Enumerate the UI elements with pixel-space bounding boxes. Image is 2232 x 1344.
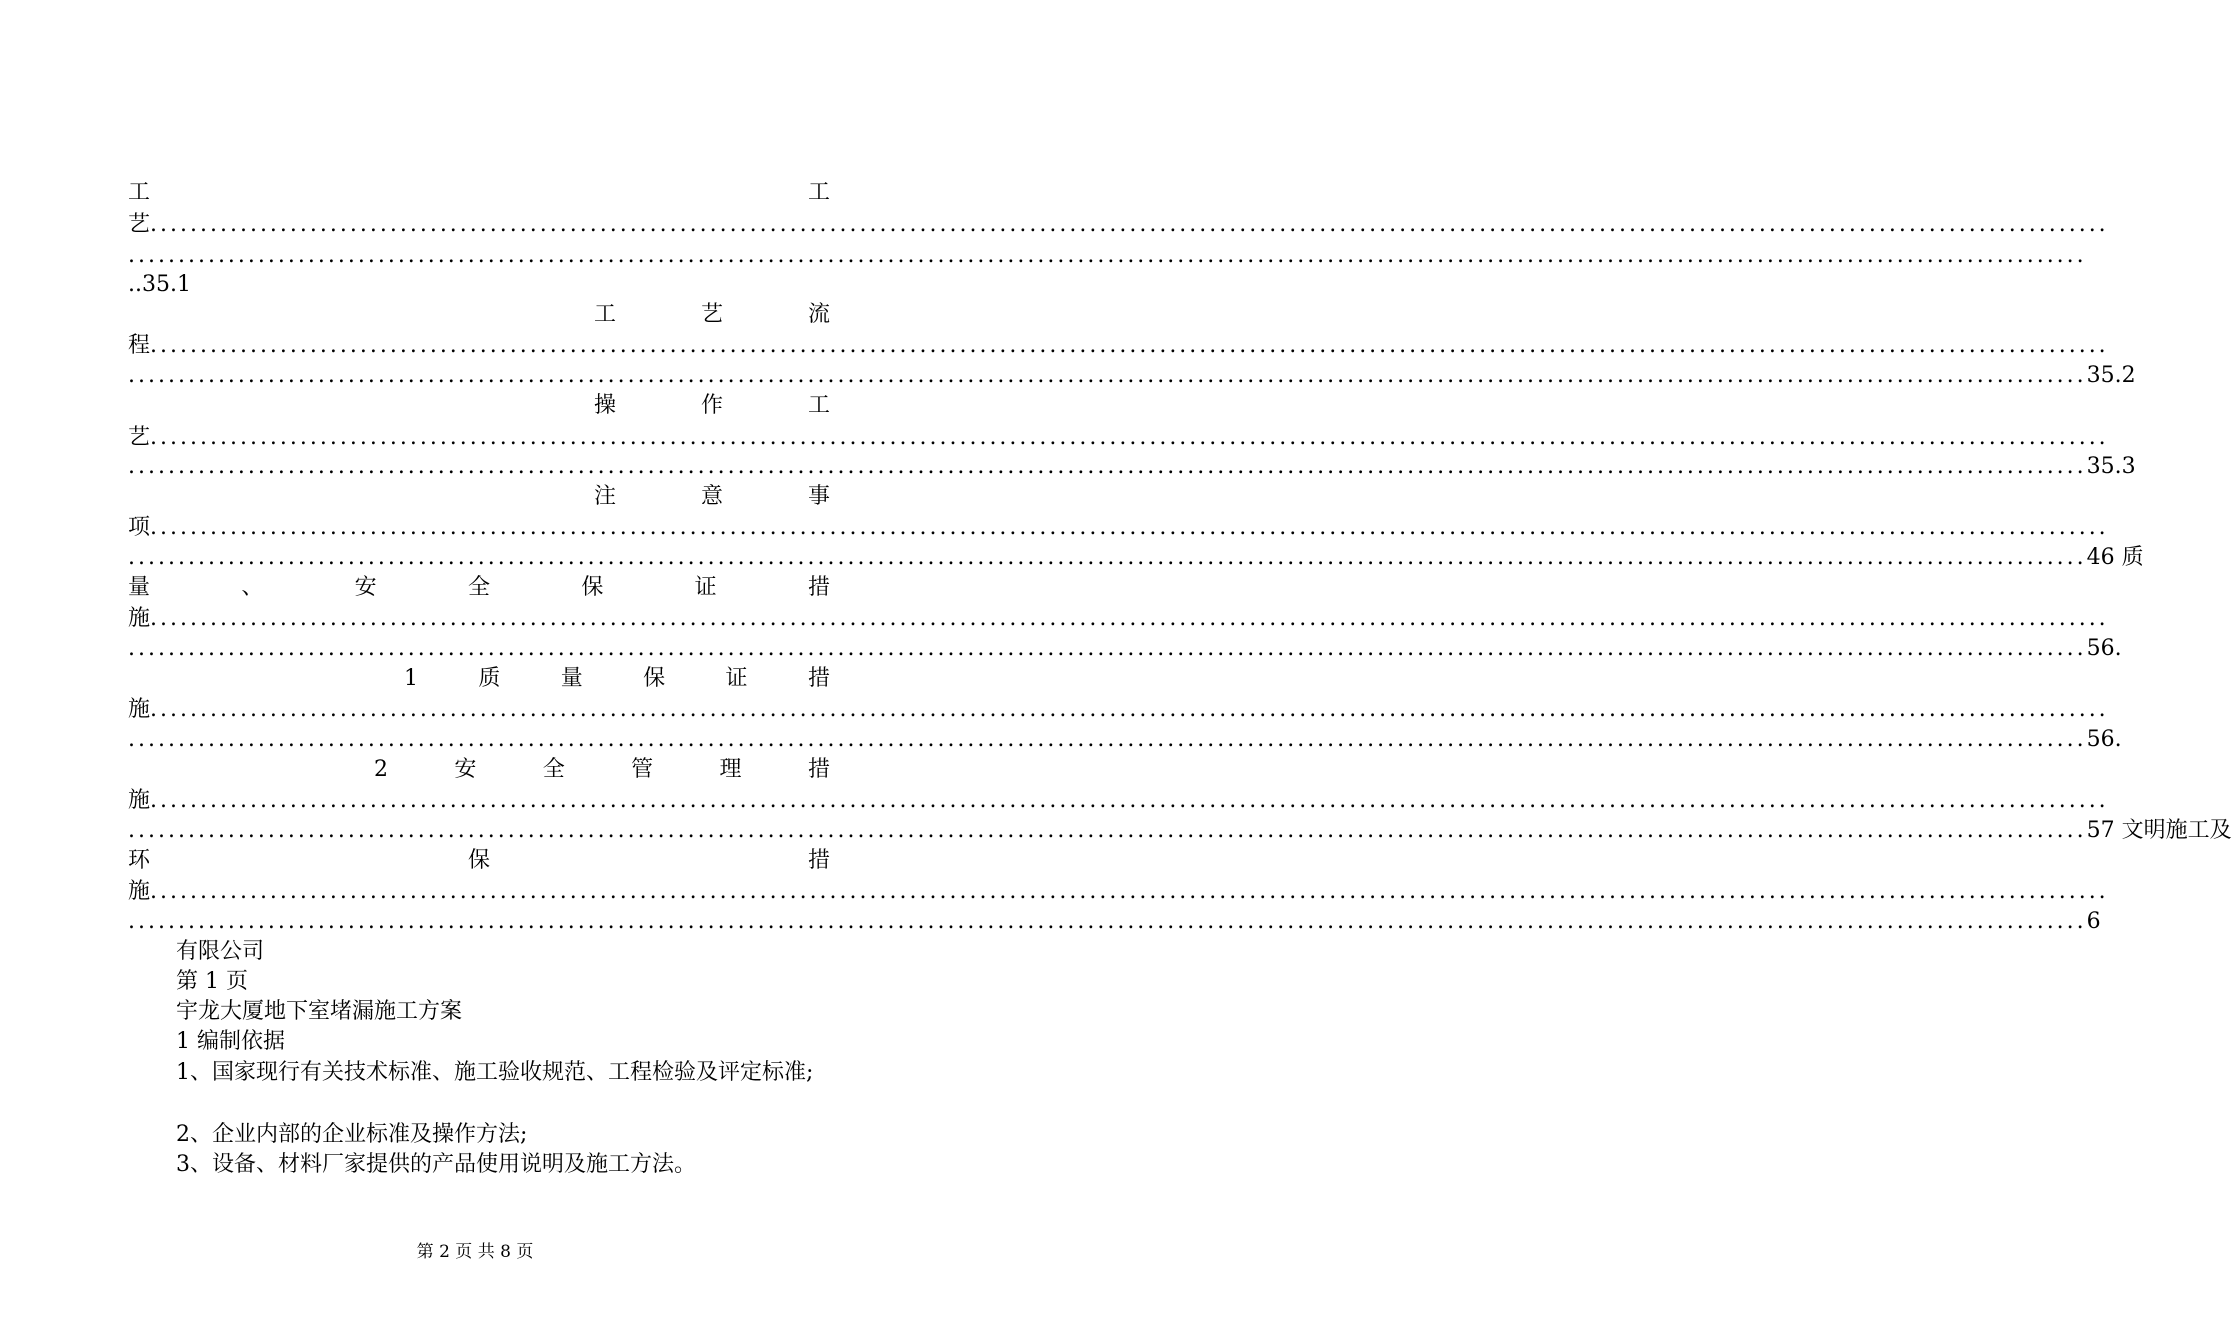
toc-word: 2 <box>374 757 388 782</box>
toc-leader-group <box>128 907 2101 937</box>
toc-word: 程 <box>128 333 151 358</box>
toc-dot-leader <box>128 816 2087 846</box>
toc-word: 工 <box>807 393 830 418</box>
toc-word: 施 <box>128 879 151 904</box>
toc-words-group <box>404 664 830 694</box>
toc-words-group <box>594 300 830 330</box>
page-label: 第 1 页 <box>176 969 248 994</box>
toc-word: 工 <box>594 302 617 327</box>
toc-word: 施 <box>128 788 151 813</box>
toc-line-caozuo-head <box>128 391 830 421</box>
toc-line-gongyi-dots <box>128 210 830 240</box>
toc-dot-leader <box>128 634 2087 664</box>
toc-dot-leader <box>150 786 2109 816</box>
toc-word: 措 <box>807 575 830 600</box>
toc-dot-leader <box>150 695 2109 725</box>
toc-word: 证 <box>725 666 748 691</box>
list-item-1: 1、国家现行有关技术标准、施工验收规范、工程检验及评定标准; <box>176 1060 814 1085</box>
toc-word: 措 <box>807 666 830 691</box>
toc-word: 环 <box>128 848 151 873</box>
toc-dot-leader <box>128 361 2087 391</box>
toc-page-number: 35.2 <box>2086 363 2136 388</box>
toc-word: 流 <box>807 302 830 327</box>
toc-page-number: 6 <box>2086 909 2101 934</box>
toc-word: 量 <box>128 575 151 600</box>
toc-dot-leader <box>128 543 2087 573</box>
toc-word: 施 <box>128 697 151 722</box>
toc-line-huanbao-num <box>128 907 2101 937</box>
toc-leader-group <box>128 725 2122 755</box>
toc-word: 艺 <box>700 302 723 327</box>
toc-line-caozuo-dots <box>128 423 830 453</box>
toc-word: 操 <box>594 393 617 418</box>
toc-words-group <box>594 391 830 421</box>
toc-word: 艺 <box>128 212 151 237</box>
toc-line-liucheng-head <box>128 300 830 330</box>
toc-word: 全 <box>467 575 490 600</box>
toc-words-group <box>374 755 830 785</box>
toc-word: 安 <box>454 757 477 782</box>
toc-dot-leader <box>150 423 2109 453</box>
toc-word: 措 <box>807 757 830 782</box>
toc-word: 保 <box>581 575 604 600</box>
toc-line-liucheng-num <box>128 361 2136 391</box>
toc-line-caozuo-num <box>128 452 2136 482</box>
toc-dot-leader <box>128 907 2087 937</box>
toc-word: 项 <box>128 515 151 540</box>
toc-line-aqgl-num <box>128 816 2232 846</box>
toc-page-number: ..35.1 <box>128 272 191 297</box>
toc-page-number: 35.3 <box>2086 454 2136 479</box>
list-item-3: 3、设备、材料厂家提供的产品使用说明及施工方法。 <box>176 1152 696 1177</box>
toc-line-zhuyi-head <box>128 482 830 512</box>
toc-words-group <box>594 482 830 512</box>
toc-word: 全 <box>542 757 565 782</box>
toc-word: 保 <box>643 666 666 691</box>
toc-dot-leader <box>150 513 2109 543</box>
toc-page-number: 56. <box>2086 727 2122 752</box>
toc-dot-leader <box>128 241 2087 271</box>
toc-word: 、 <box>241 575 264 600</box>
toc-word: 1 <box>404 666 418 691</box>
toc-page-number: 57 文明施工及 <box>2086 818 2232 843</box>
toc-dot-leader <box>150 331 2109 361</box>
toc-word: 管 <box>631 757 654 782</box>
page-footer: 第 2 页 共 8 页 <box>416 1242 534 1262</box>
toc-word: 作 <box>700 393 723 418</box>
toc-line-zhuyi-dots <box>128 513 830 543</box>
toc-line-dots <box>128 241 830 271</box>
toc-line-zlbz-num <box>128 725 2122 755</box>
company-line: 有限公司 <box>176 939 265 964</box>
toc-line-gongyi-num <box>128 270 830 300</box>
toc-line-zhiliang-num <box>128 634 2122 664</box>
toc-line-huanbao-dots <box>128 877 830 907</box>
toc-word: 理 <box>719 757 742 782</box>
toc-word: 措 <box>807 848 830 873</box>
toc-dot-leader <box>150 877 2109 907</box>
toc-line-zhiliang-dots <box>128 604 830 634</box>
toc-line-aqgl-dots <box>128 786 830 816</box>
toc-word: 注 <box>594 484 617 509</box>
toc-line-zhuyi-num <box>128 543 2144 573</box>
toc-line-zlbz-head <box>128 664 830 694</box>
toc-word: 保 <box>468 848 491 873</box>
toc-line-huanbao-head <box>128 846 830 876</box>
toc-word: 事 <box>807 484 830 509</box>
toc-line-zhiliang-head <box>128 573 830 603</box>
toc-word: 安 <box>354 575 377 600</box>
toc-dot-leader <box>128 452 2087 482</box>
toc-word: 工 <box>807 180 830 205</box>
document-title: 宇龙大厦地下室堵漏施工方案 <box>176 999 463 1024</box>
toc-word: 施 <box>128 606 151 631</box>
toc-dot-leader <box>128 725 2087 755</box>
toc-word: 意 <box>700 484 723 509</box>
toc-word: 量 <box>560 666 583 691</box>
toc-line-gongyi-head <box>128 178 830 208</box>
toc-dot-leader <box>150 604 2109 634</box>
toc-word: 证 <box>694 575 717 600</box>
section-heading: 1 编制依据 <box>176 1029 285 1054</box>
toc-word: 艺 <box>128 425 151 450</box>
toc-line-aqgl-head <box>128 755 830 785</box>
toc-word: 质 <box>478 666 501 691</box>
toc-page-number: 46 质 <box>2086 545 2144 570</box>
toc-line-zlbz-dots <box>128 695 830 725</box>
toc-word: 工 <box>128 180 151 205</box>
list-item-2: 2、企业内部的企业标准及操作方法; <box>176 1122 528 1147</box>
toc-dot-leader <box>150 210 2109 240</box>
toc-leader-group <box>128 634 2122 664</box>
toc-line-liucheng-dots <box>128 331 830 361</box>
toc-page-number: 56. <box>2086 636 2122 661</box>
